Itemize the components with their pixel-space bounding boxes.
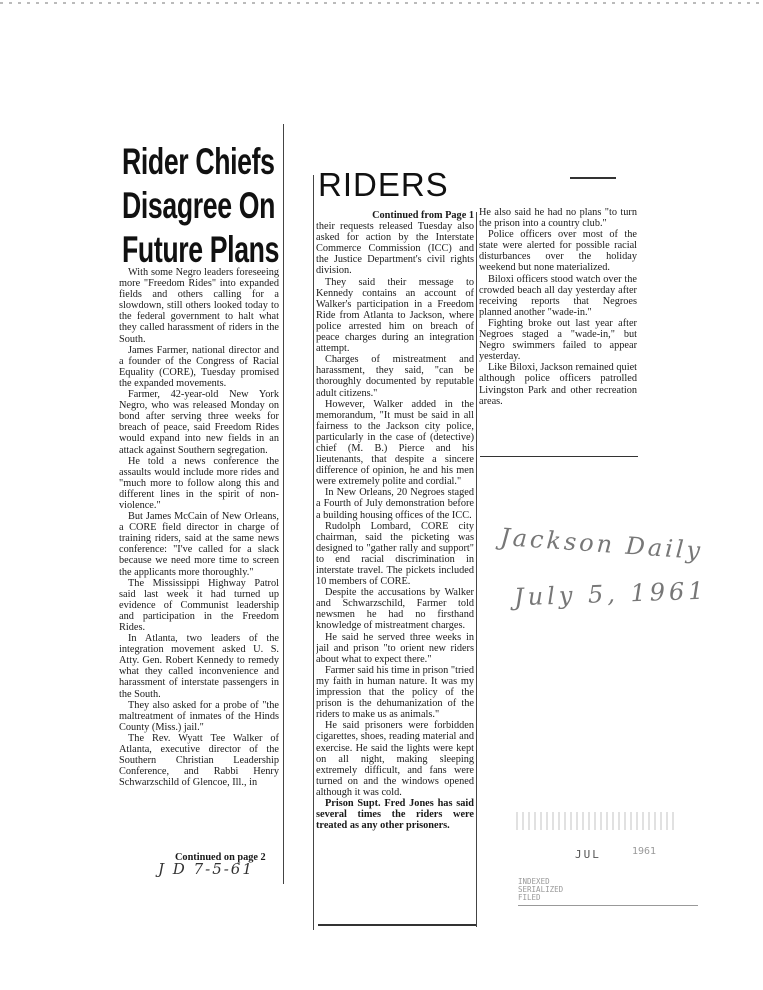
- article-paragraph: Rudolph Lombard, CORE city chairman, said the picketing was designed to "gather rally and support" to end racial discrimination in interstate travel. The pickets included 10 members of CORE.: [316, 520, 474, 588]
- continued-from-label: Continued from Page 1: [372, 210, 474, 221]
- top-right-dash: [570, 177, 616, 179]
- article-paragraph: Charges of mistreatment and harassment, they said, "can be thoroughly documented by reputable adult citizens.": [316, 354, 474, 399]
- middle-column-rule: [313, 175, 314, 930]
- article-paragraph: But James McCain of New Orleans, a CORE field director in charge of training riders, said at the same news conference: "I've called for a slack because we need more time to screen the applicants more thoroughly.": [119, 511, 279, 578]
- right-column-end-rule: [480, 456, 638, 457]
- headline-left: [122, 140, 280, 272]
- stamp-rule: [518, 905, 698, 906]
- article-paragraph: Like Biloxi, Jackson remained quiet although police officers patrolled Livingston Park and other recreation areas.: [479, 362, 637, 407]
- article-paragraph: Farmer, 42-year-old New York Negro, who was released Monday on bond after serving three weeks for breach of peace, said Freedom Rides would expand into new fields in an attack against Southern segregation.: [119, 389, 279, 456]
- article-paragraph: Fighting broke out last year after Negroes staged a "wade-in," but Negro swimmers failed to appear yesterday.: [479, 317, 637, 363]
- article-right-column: [479, 207, 637, 457]
- article-paragraph: He said prisoners were forbidden cigarettes, shoes, reading material and exercise. He said the lights were kept on all night, making sleeping extremely difficult, and fans were turned on and the windows opened although it was cold.: [316, 720, 474, 798]
- headline-right: RIDERS: [318, 166, 449, 203]
- article-paragraph: He also said he had no plans "to turn the prison into a country club.": [479, 207, 637, 230]
- headline-left-line: Rider Chiefs: [122, 141, 275, 182]
- date-stamp-year: 1961: [632, 846, 657, 857]
- filing-stamp: [518, 878, 563, 902]
- article-paragraph: The Rev. Wyatt Tee Walker of Atlanta, executive director of the Southern Christian Leadership Conference, and Rabbi Henry Schwarzschild of Glencoe, Ill., in: [119, 732, 279, 789]
- filing-stamp-line: FILED: [518, 893, 541, 902]
- article-paragraph: In Atlanta, two leaders of the integration movement asked U. S. Atty. Gen. Robert Kennedy to remedy what they called inconvenience and harassment of interstate passengers in the South.: [119, 633, 279, 700]
- article-paragraph: Despite the accusations by Walker and Schwarzschild, Farmer told newsmen he had no firsthand knowledge of mistreatment charges.: [316, 587, 474, 632]
- headline-left-line: Future Plans: [122, 229, 280, 270]
- date-stamp-month: JUL: [575, 848, 601, 861]
- middle-column-end-rule: [318, 924, 476, 926]
- article-paragraph: They also asked for a probe of "the maltreatment of inmates of the Hinds County (Miss.) jail.": [119, 699, 279, 733]
- article-left-column: [119, 267, 279, 867]
- handwritten-source: Jackson Daily: [499, 522, 704, 566]
- article-paragraph: Prison Supt. Fred Jones has said several times the riders were treated as any other prisoners.: [316, 797, 474, 832]
- handwritten-date-bottom: J D 7-5-61: [158, 860, 254, 878]
- article-paragraph: Police officers over most of the state were alerted for possible racial disturbances over the holiday weekend but none materialized.: [479, 229, 637, 274]
- left-column-rule: [283, 124, 284, 884]
- article-paragraph: The Mississippi Highway Patrol said last week it had turned up evidence of Communist leadership and participation in the Freedom Rides.: [119, 577, 279, 633]
- faded-stamp-smudge: [516, 812, 676, 830]
- article-middle-column: [316, 210, 474, 920]
- right-column-rule: [476, 212, 477, 927]
- article-paragraph: Biloxi officers stood watch over the crowded beach all day yesterday after receiving reports that Negroes planned another "wade-in.": [479, 273, 637, 318]
- handwritten-date: July 5, 1961: [513, 576, 708, 612]
- article-paragraph: He said he served three weeks in jail and prison "to orient new riders about what to expect there.": [316, 631, 474, 665]
- article-paragraph: their requests released Tuesday also asked for action by the Interstate Commerce Commission (ICC) and the Justice Department's civil rights division.: [316, 221, 474, 277]
- scan-edge-dots: [0, 2, 763, 4]
- headline-left-line: Disagree On: [122, 185, 275, 226]
- filing-stamp-line: SERIALIZED: [518, 885, 564, 894]
- article-paragraph: They said their message to Kennedy contains an account of Walker's participation in a Freedom Ride from Atlanta to Jackson, where police arrested him on breach of peace charges during an integration attempt.: [316, 276, 474, 355]
- article-paragraph: However, Walker added in the memorandum, "It must be said in all fairness to the Jackson city police, particularly in the case of (detective) chief (M. B.) Pierce and his lieutenants, that despite a sincere difference of opinion, he and his men were extremely polite and cordial.": [316, 398, 474, 488]
- article-paragraph: Farmer said his time in prison "tried my faith in human nature. It was my impression that the policy of the prison is the dehumanization of the riders to make us as animals.": [316, 664, 474, 721]
- article-paragraph: James Farmer, national director and a founder of the Congress of Racial Equality (CORE), Tuesday promised the expanded movements.: [119, 344, 279, 389]
- filing-stamp-line: INDEXED: [518, 877, 550, 886]
- article-paragraph: In New Orleans, 20 Negroes staged a Fourth of July demonstration before a building housing offices of the ICC.: [316, 487, 474, 521]
- article-paragraph: With some Negro leaders foreseeing more "Freedom Rides" into expanded fields and others calling for a slowdown, still others looked today to the federal government to halt what they called harassment of riders in the South.: [119, 267, 279, 345]
- article-paragraph: He told a news conference the assaults would include more rides and "much more to follow along this and different lines in the spirit of non-violence.": [119, 455, 279, 511]
- continued-on-label: Continued on page 2: [175, 852, 266, 863]
